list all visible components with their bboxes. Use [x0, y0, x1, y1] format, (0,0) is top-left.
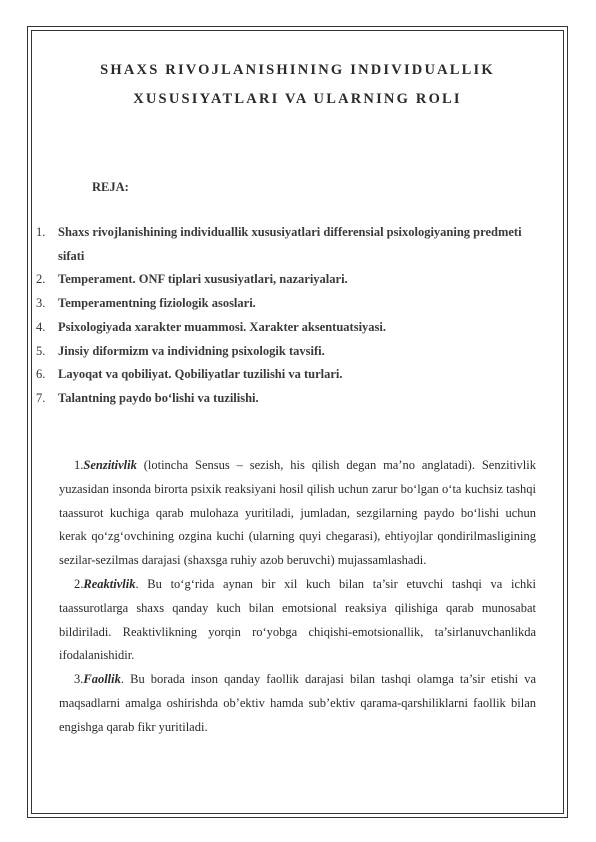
paragraph-term: Faollik — [83, 672, 121, 687]
paragraph-term: Senzitivlik — [83, 458, 137, 472]
body-text — [59, 454, 536, 740]
plan-item — [36, 221, 536, 268]
plan-item-number: 3. — [36, 296, 46, 311]
plan-item — [36, 268, 536, 292]
plan-item-number: 7. — [36, 390, 46, 405]
plan-item — [36, 363, 536, 387]
plan-item — [36, 316, 536, 340]
paragraph-text: (lotincha Sensus – sezish, his qilish degan ma’no anglatadi). Senzitivlik yuzasidan insonda birorta psixik reaksiyani hosil qilish uchun zarur bo‘lgan o‘ta kuchsiz tashqi taassurot kuchiga qarab mulohaza yuritiladi, jumladan, sezgilarning paydo bo‘lishi uchun kerak qo‘zg‘ovchining ozgina kuchi (ularning quyi chegarasi), ehtiyojlar qondirilmasligining sezilar-sezilmas darajasi (shaxsga ruhiy azob beruvchi) mujassamlashadi. — [59, 458, 536, 568]
plan-item-text: Talantning paydo bo‘lishi va tuzilishi. — [58, 390, 259, 405]
plan-item-number: 4. — [36, 319, 46, 334]
plan-item-number: 5. — [36, 343, 46, 358]
paragraph-text: . Bu to‘g‘rida aynan bir xil kuch bilan ta’sir etuvchi tashqi va ichki taassurotlarga shaxs qanday kuch bilan emotsional reaksiya qilishiga qarab munosabat bildiriladi. Reaktivlikning yorqin ro‘yobga chiqishi-emotsionallik, ta’sirlanuvchanlikda ifodalanishidir. — [59, 576, 536, 663]
plan-item-number: 6. — [36, 367, 46, 382]
paragraph — [59, 668, 536, 739]
paragraph — [59, 573, 536, 668]
plan-item-text: Jinsiy diformizm va individning psixologik tavsifi. — [58, 343, 325, 358]
paragraph-number: 3. — [74, 672, 84, 687]
paragraph-number: 1. — [74, 458, 84, 472]
plan-heading: REJA: — [92, 180, 129, 194]
plan-item-number: 2. — [36, 272, 46, 287]
plan-item-text: Shaxs rivojlanishining individuallik xususiyatlari differensial psixologiyaning predmeti sifati — [58, 225, 522, 263]
plan-item — [36, 387, 536, 411]
paragraph-term: Reaktivlik — [83, 576, 136, 591]
plan-item-number: 1. — [36, 225, 46, 239]
plan-item-text: Temperamentning fiziologik asoslari. — [58, 296, 256, 311]
plan-item — [36, 292, 536, 316]
title-line-1: SHAXS RIVOJLANISHINING INDIVIDUALLIK — [100, 62, 495, 78]
plan-item-text: Temperament. ONF tiplari xususiyatlari, nazariyalari. — [58, 272, 348, 287]
paragraph-number: 2. — [74, 576, 84, 591]
plan-item-text: Layoqat va qobiliyat. Qobiliyatlar tuzilishi va turlari. — [58, 367, 343, 382]
plan-item-text: Psixologiyada xarakter muammosi. Xarakter aksentuatsiyasi. — [58, 319, 387, 334]
title-line-2: XUSUSIYATLARI VA ULARNING ROLI — [133, 91, 462, 107]
paragraph — [59, 454, 536, 573]
plan-list — [36, 221, 536, 411]
plan-item — [36, 340, 536, 364]
paragraph-text: . Bu borada inson qanday faollik darajasi bilan tashqi olamga ta’sir etishi va maqsadlarni amalga oshirishda ob’ektiv hamda sub’ektiv qarama-qarshiliklarni faollik bilan engishga qarab fikr yuritiladi. — [59, 672, 536, 734]
